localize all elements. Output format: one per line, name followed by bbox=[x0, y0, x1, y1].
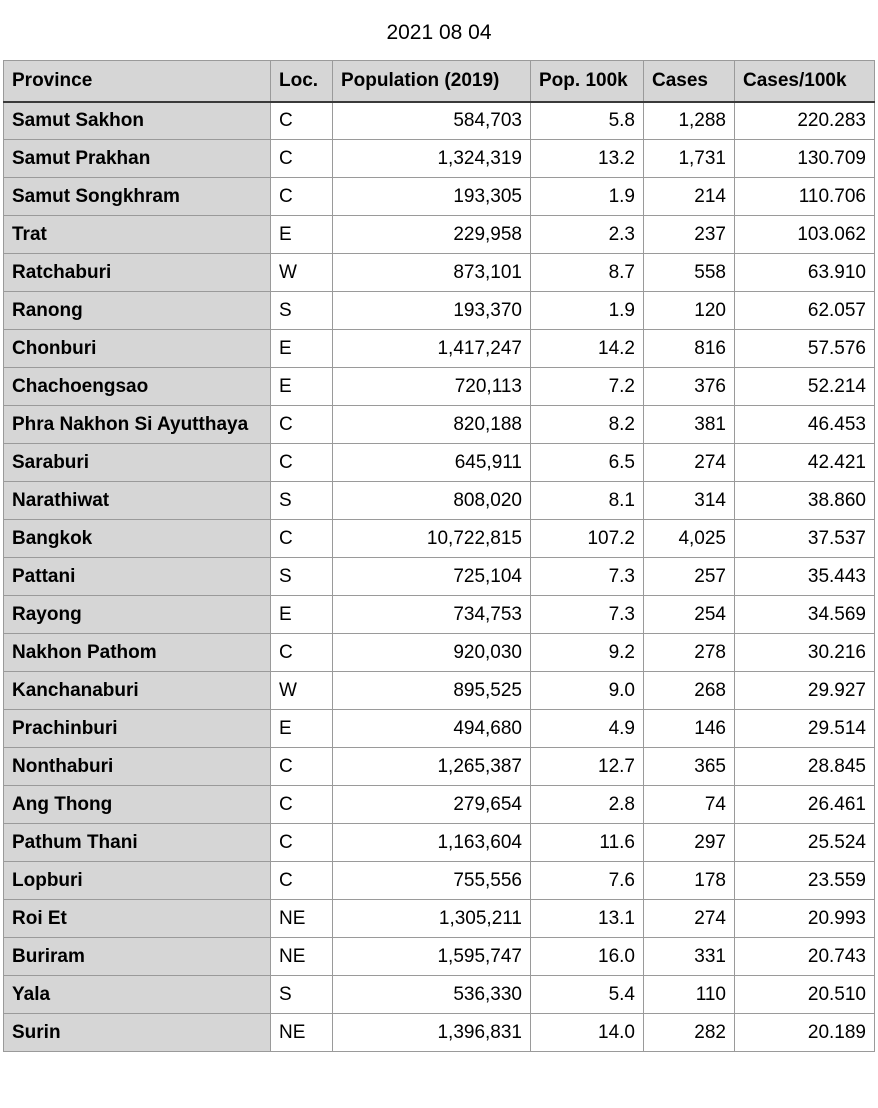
table-row bbox=[4, 976, 875, 1014]
cell-loc: S bbox=[271, 292, 333, 330]
cell-province: Chonburi bbox=[4, 330, 271, 368]
cell-pop-100k: 7.3 bbox=[531, 596, 644, 634]
cell-population: 808,020 bbox=[333, 482, 531, 520]
table-row bbox=[4, 292, 875, 330]
cell-cases-per-100k: 25.524 bbox=[735, 824, 875, 862]
table-row bbox=[4, 862, 875, 900]
cell-pop-100k: 13.1 bbox=[531, 900, 644, 938]
cell-province: Prachinburi bbox=[4, 710, 271, 748]
cell-cases: 274 bbox=[644, 900, 735, 938]
cell-cases: 214 bbox=[644, 178, 735, 216]
cell-cases-per-100k: 103.062 bbox=[735, 216, 875, 254]
cell-loc: C bbox=[271, 786, 333, 824]
cell-pop-100k: 1.9 bbox=[531, 178, 644, 216]
cell-cases: 1,288 bbox=[644, 102, 735, 140]
cell-loc: C bbox=[271, 520, 333, 558]
header-loc: Loc. bbox=[271, 61, 333, 102]
cell-province: Trat bbox=[4, 216, 271, 254]
table-row bbox=[4, 634, 875, 672]
cell-cases-per-100k: 28.845 bbox=[735, 748, 875, 786]
cell-cases: 178 bbox=[644, 862, 735, 900]
cell-loc: E bbox=[271, 596, 333, 634]
cell-pop-100k: 13.2 bbox=[531, 140, 644, 178]
cell-cases: 381 bbox=[644, 406, 735, 444]
cell-cases-per-100k: 46.453 bbox=[735, 406, 875, 444]
cell-province: Rayong bbox=[4, 596, 271, 634]
cell-province: Surin bbox=[4, 1014, 271, 1052]
cell-cases: 274 bbox=[644, 444, 735, 482]
cell-pop-100k: 1.9 bbox=[531, 292, 644, 330]
cell-loc: W bbox=[271, 672, 333, 710]
cell-cases-per-100k: 130.709 bbox=[735, 140, 875, 178]
table-row bbox=[4, 102, 875, 140]
table-row bbox=[4, 216, 875, 254]
table-row bbox=[4, 672, 875, 710]
cell-cases: 237 bbox=[644, 216, 735, 254]
cell-cases: 268 bbox=[644, 672, 735, 710]
cell-cases: 365 bbox=[644, 748, 735, 786]
table-body bbox=[4, 102, 875, 1052]
cell-pop-100k: 5.4 bbox=[531, 976, 644, 1014]
cell-population: 229,958 bbox=[333, 216, 531, 254]
cell-pop-100k: 7.3 bbox=[531, 558, 644, 596]
table-row bbox=[4, 596, 875, 634]
cell-loc: C bbox=[271, 406, 333, 444]
cell-pop-100k: 5.8 bbox=[531, 102, 644, 140]
table-header bbox=[4, 61, 875, 102]
cell-pop-100k: 4.9 bbox=[531, 710, 644, 748]
cell-cases-per-100k: 52.214 bbox=[735, 368, 875, 406]
cell-cases: 278 bbox=[644, 634, 735, 672]
table-row bbox=[4, 140, 875, 178]
cell-cases: 314 bbox=[644, 482, 735, 520]
cell-province: Ratchaburi bbox=[4, 254, 271, 292]
cell-pop-100k: 7.2 bbox=[531, 368, 644, 406]
cell-loc: C bbox=[271, 634, 333, 672]
cell-population: 920,030 bbox=[333, 634, 531, 672]
table-row bbox=[4, 520, 875, 558]
cell-cases: 816 bbox=[644, 330, 735, 368]
cell-pop-100k: 9.2 bbox=[531, 634, 644, 672]
cell-province: Ang Thong bbox=[4, 786, 271, 824]
table-row bbox=[4, 900, 875, 938]
table-row bbox=[4, 786, 875, 824]
cell-cases-per-100k: 29.514 bbox=[735, 710, 875, 748]
cell-cases: 1,731 bbox=[644, 140, 735, 178]
cell-cases: 4,025 bbox=[644, 520, 735, 558]
cell-cases: 282 bbox=[644, 1014, 735, 1052]
cell-cases-per-100k: 20.743 bbox=[735, 938, 875, 976]
cell-loc: E bbox=[271, 216, 333, 254]
header-cases: Cases bbox=[644, 61, 735, 102]
cell-loc: S bbox=[271, 976, 333, 1014]
cell-loc: E bbox=[271, 710, 333, 748]
cell-population: 645,911 bbox=[333, 444, 531, 482]
cell-population: 1,163,604 bbox=[333, 824, 531, 862]
cell-cases-per-100k: 20.993 bbox=[735, 900, 875, 938]
cell-loc: C bbox=[271, 140, 333, 178]
cell-loc: W bbox=[271, 254, 333, 292]
cell-cases: 558 bbox=[644, 254, 735, 292]
cell-province: Buriram bbox=[4, 938, 271, 976]
cell-loc: NE bbox=[271, 900, 333, 938]
table-row bbox=[4, 824, 875, 862]
cell-cases-per-100k: 220.283 bbox=[735, 102, 875, 140]
cell-population: 725,104 bbox=[333, 558, 531, 596]
cell-population: 1,324,319 bbox=[333, 140, 531, 178]
page-title: 2021 08 04 bbox=[386, 21, 492, 44]
cell-cases: 331 bbox=[644, 938, 735, 976]
cell-pop-100k: 11.6 bbox=[531, 824, 644, 862]
cell-province: Kanchanaburi bbox=[4, 672, 271, 710]
cell-province: Nonthaburi bbox=[4, 748, 271, 786]
cell-population: 536,330 bbox=[333, 976, 531, 1014]
cell-cases-per-100k: 34.569 bbox=[735, 596, 875, 634]
header-pop-100k: Pop. 100k bbox=[531, 61, 644, 102]
cell-loc: C bbox=[271, 444, 333, 482]
cell-cases: 376 bbox=[644, 368, 735, 406]
cell-cases-per-100k: 37.537 bbox=[735, 520, 875, 558]
cell-loc: C bbox=[271, 748, 333, 786]
cell-cases-per-100k: 110.706 bbox=[735, 178, 875, 216]
cell-population: 279,654 bbox=[333, 786, 531, 824]
cell-province: Roi Et bbox=[4, 900, 271, 938]
table-row bbox=[4, 938, 875, 976]
cell-loc: C bbox=[271, 178, 333, 216]
cell-pop-100k: 107.2 bbox=[531, 520, 644, 558]
cell-pop-100k: 14.0 bbox=[531, 1014, 644, 1052]
cell-province: Pathum Thani bbox=[4, 824, 271, 862]
cell-province: Samut Songkhram bbox=[4, 178, 271, 216]
cell-pop-100k: 6.5 bbox=[531, 444, 644, 482]
cell-loc: NE bbox=[271, 1014, 333, 1052]
cell-province: Samut Sakhon bbox=[4, 102, 271, 140]
data-table bbox=[3, 60, 875, 1052]
cell-loc: C bbox=[271, 862, 333, 900]
cell-cases-per-100k: 26.461 bbox=[735, 786, 875, 824]
cell-population: 1,396,831 bbox=[333, 1014, 531, 1052]
cell-population: 755,556 bbox=[333, 862, 531, 900]
cell-population: 873,101 bbox=[333, 254, 531, 292]
table-row bbox=[4, 330, 875, 368]
cell-population: 1,305,211 bbox=[333, 900, 531, 938]
cell-loc: E bbox=[271, 330, 333, 368]
cell-pop-100k: 9.0 bbox=[531, 672, 644, 710]
cell-cases-per-100k: 63.910 bbox=[735, 254, 875, 292]
cell-cases-per-100k: 35.443 bbox=[735, 558, 875, 596]
table-row bbox=[4, 558, 875, 596]
cell-cases: 74 bbox=[644, 786, 735, 824]
cell-population: 1,595,747 bbox=[333, 938, 531, 976]
cell-population: 1,265,387 bbox=[333, 748, 531, 786]
cell-loc: C bbox=[271, 102, 333, 140]
cell-cases: 257 bbox=[644, 558, 735, 596]
cell-population: 584,703 bbox=[333, 102, 531, 140]
table-row bbox=[4, 710, 875, 748]
cell-province: Lopburi bbox=[4, 862, 271, 900]
cell-loc: NE bbox=[271, 938, 333, 976]
cell-pop-100k: 8.1 bbox=[531, 482, 644, 520]
cell-population: 193,305 bbox=[333, 178, 531, 216]
table-row bbox=[4, 178, 875, 216]
cell-cases-per-100k: 20.510 bbox=[735, 976, 875, 1014]
table-row bbox=[4, 444, 875, 482]
cell-cases-per-100k: 57.576 bbox=[735, 330, 875, 368]
cell-population: 10,722,815 bbox=[333, 520, 531, 558]
cell-province: Samut Prakhan bbox=[4, 140, 271, 178]
cell-cases-per-100k: 30.216 bbox=[735, 634, 875, 672]
cell-province: Saraburi bbox=[4, 444, 271, 482]
cell-pop-100k: 2.8 bbox=[531, 786, 644, 824]
table-row bbox=[4, 748, 875, 786]
cell-population: 895,525 bbox=[333, 672, 531, 710]
cell-cases: 110 bbox=[644, 976, 735, 1014]
cell-cases-per-100k: 23.559 bbox=[735, 862, 875, 900]
cell-loc: E bbox=[271, 368, 333, 406]
table-row bbox=[4, 482, 875, 520]
cell-province: Yala bbox=[4, 976, 271, 1014]
cell-population: 494,680 bbox=[333, 710, 531, 748]
cell-loc: S bbox=[271, 558, 333, 596]
cell-population: 193,370 bbox=[333, 292, 531, 330]
cell-province: Nakhon Pathom bbox=[4, 634, 271, 672]
cell-pop-100k: 14.2 bbox=[531, 330, 644, 368]
cell-population: 1,417,247 bbox=[333, 330, 531, 368]
header-population: Population (2019) bbox=[333, 61, 531, 102]
cell-population: 734,753 bbox=[333, 596, 531, 634]
cell-cases-per-100k: 42.421 bbox=[735, 444, 875, 482]
cell-cases: 120 bbox=[644, 292, 735, 330]
cell-province: Narathiwat bbox=[4, 482, 271, 520]
cell-pop-100k: 16.0 bbox=[531, 938, 644, 976]
cell-province: Chachoengsao bbox=[4, 368, 271, 406]
header-row bbox=[4, 61, 875, 102]
cell-cases: 146 bbox=[644, 710, 735, 748]
header-province: Province bbox=[4, 61, 271, 102]
cell-cases-per-100k: 20.189 bbox=[735, 1014, 875, 1052]
cell-pop-100k: 8.7 bbox=[531, 254, 644, 292]
cell-loc: S bbox=[271, 482, 333, 520]
cell-province: Pattani bbox=[4, 558, 271, 596]
cell-pop-100k: 7.6 bbox=[531, 862, 644, 900]
cell-province: Bangkok bbox=[4, 520, 271, 558]
cell-province: Phra Nakhon Si Ayutthaya bbox=[4, 406, 271, 444]
table-row bbox=[4, 368, 875, 406]
cell-cases: 254 bbox=[644, 596, 735, 634]
cell-pop-100k: 8.2 bbox=[531, 406, 644, 444]
table-row bbox=[4, 1014, 875, 1052]
cell-cases-per-100k: 62.057 bbox=[735, 292, 875, 330]
cell-cases: 297 bbox=[644, 824, 735, 862]
cell-cases-per-100k: 29.927 bbox=[735, 672, 875, 710]
header-cases-per-100k: Cases/100k bbox=[735, 61, 875, 102]
cell-pop-100k: 2.3 bbox=[531, 216, 644, 254]
cell-pop-100k: 12.7 bbox=[531, 748, 644, 786]
cell-population: 820,188 bbox=[333, 406, 531, 444]
cell-province: Ranong bbox=[4, 292, 271, 330]
cell-population: 720,113 bbox=[333, 368, 531, 406]
cell-cases-per-100k: 38.860 bbox=[735, 482, 875, 520]
table-row bbox=[4, 254, 875, 292]
cell-loc: C bbox=[271, 824, 333, 862]
table-row bbox=[4, 406, 875, 444]
